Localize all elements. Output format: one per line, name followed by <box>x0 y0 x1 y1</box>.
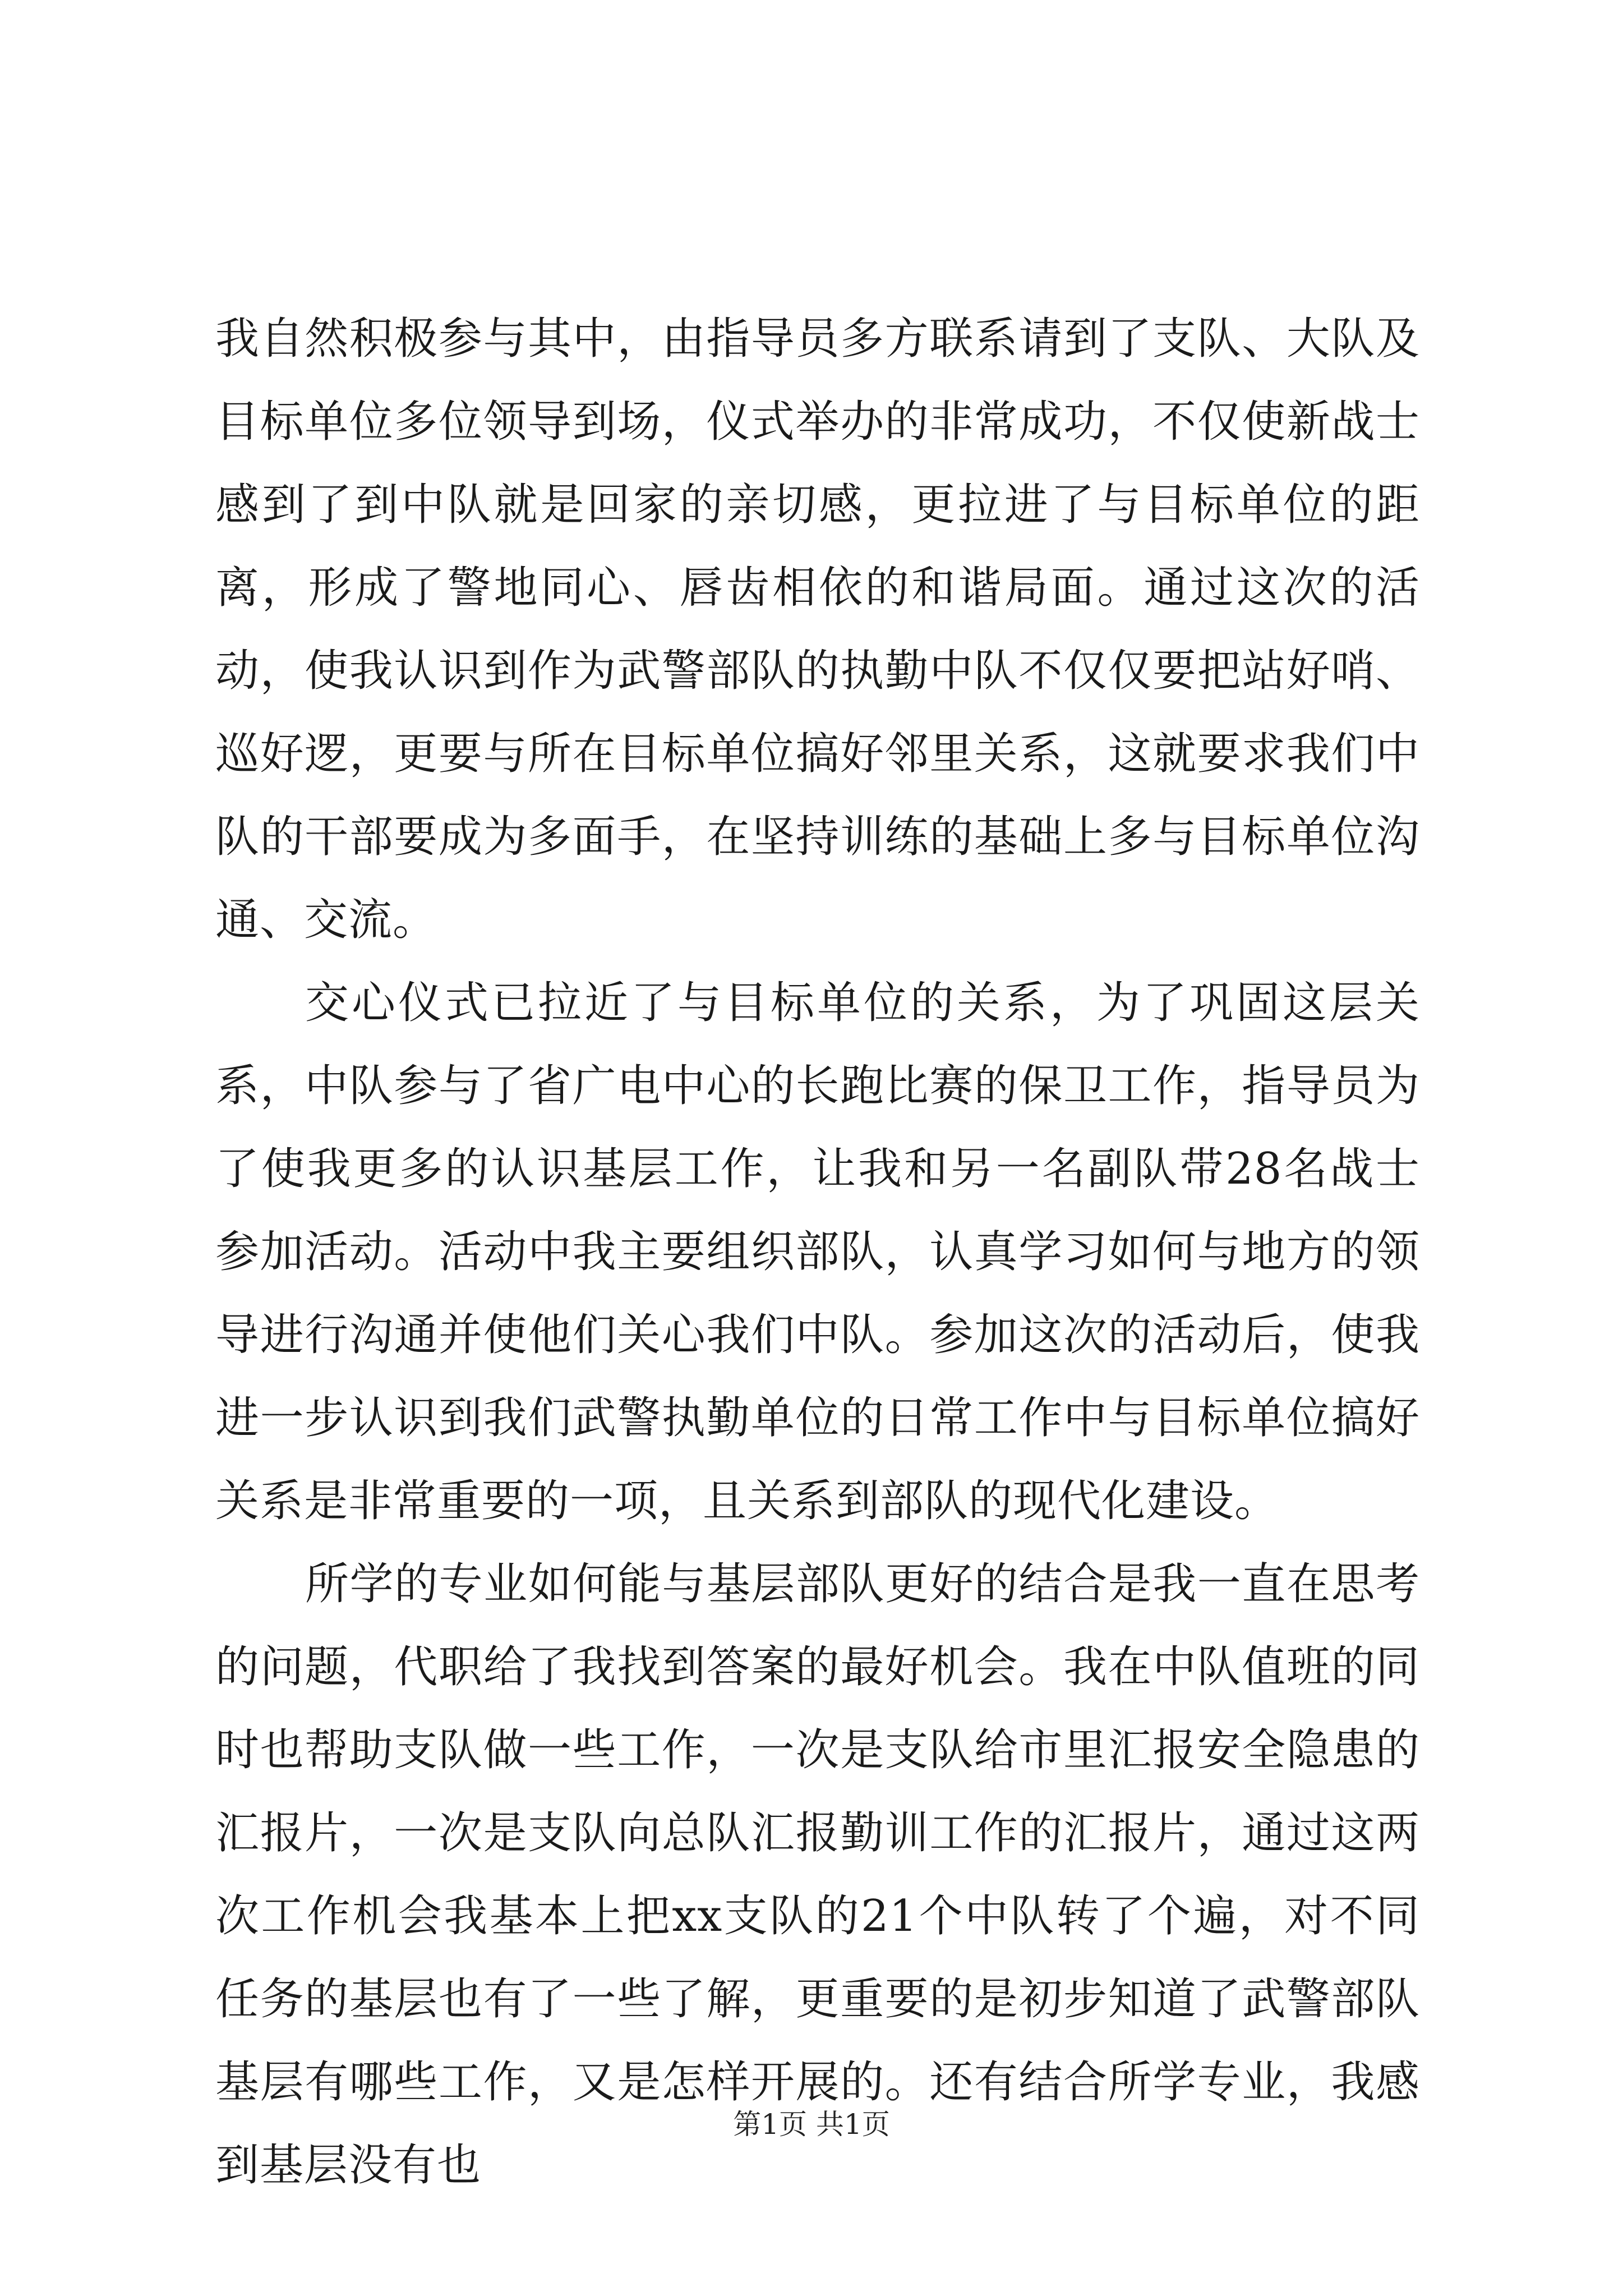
paragraph-3: 所学的专业如何能与基层部队更好的结合是我一直在思考的问题，代职给了我找到答案的最好机会。我在中队值班的同时也帮助支队做一些工作，一次是支队给市里汇报安全隐患的汇报片，一次是支队向总队汇报勤训工作的汇报片，通过这两次工作机会我基本上把xx支队的21个中队转了个遍，对不同任务的基层也有了一些了解，更重要的是初步知道了武警部队基层有哪些工作，又是怎样开展的。还有结合所学专业，我感到基层没有也 <box>215 1559 1420 2191</box>
page-footer: 第1页 共1页 <box>733 2108 890 2141</box>
paragraph-1: 我自然积极参与其中，由指导员多方联系请到了支队、大队及目标单位多位领导到场，仪式举办的非常成功，不仅使新战士感到了到中队就是回家的亲切感，更拉进了与目标单位的距离，形成了警地同心、唇齿相依的和谐局面。通过这次的活动，使我认识到作为武警部队的执勤中队不仅仅要把站好哨、巡好逻，更要与所在目标单位搞好邻里关系，这就要求我们中队的干部要成为多面手，在坚持训练的基础上多与目标单位沟通、交流。 <box>215 314 1420 945</box>
paragraph-2: 交心仪式已拉近了与目标单位的关系，为了巩固这层关系，中队参与了省广电中心的长跑比赛的保卫工作，指导员为了使我更多的认识基层工作，让我和另一名副队带28名战士参加活动。活动中我主要组织部队，认真学习如何与地方的领导进行沟通并使他们关心我们中队。参加这次的活动后，使我进一步认识到我们武警执勤单位的日常工作中与目标单位搞好关系是非常重要的一项，且关系到部队的现代化建设。 <box>215 978 1420 1526</box>
document-body <box>215 297 1420 2207</box>
